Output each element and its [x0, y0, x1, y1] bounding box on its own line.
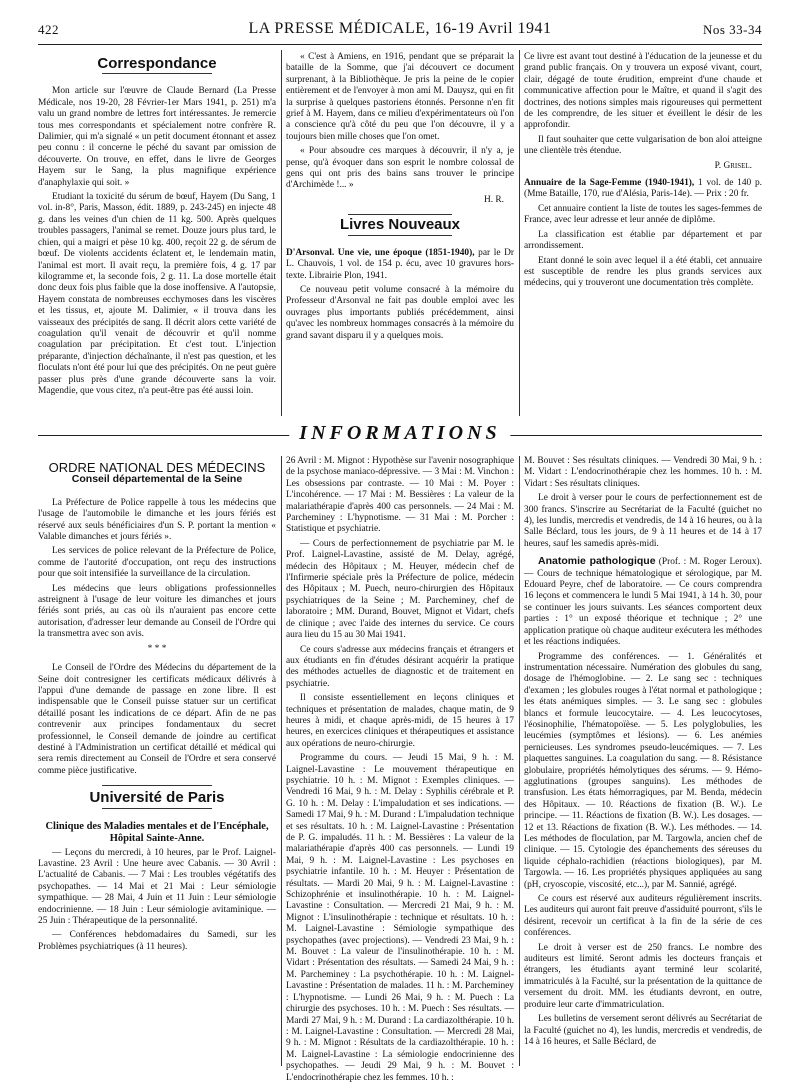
book2-review: Cet annuaire contient la liste de toutes les sages-femmes de France, avec leur adresse et leur année de diplôme.: [524, 203, 762, 226]
page-header: [38, 20, 762, 42]
informations-heading: INFORMATIONS: [289, 422, 510, 445]
book2-details: 1 vol. de 140 p. (Mme Bataille, 170, rue d'Alésia, Paris-14e). — Prix : 20 fr.: [524, 178, 762, 200]
cours-paragraph: Ce cours s'adresse aux médecins français et étrangers et aux étudiants en fin d'études désirant acquérir la pratique des méthodes actuelles de diagnostic et de traitement en psychiatrie.: [286, 644, 514, 689]
correspondance-paragraph: Etudiant la toxicité du sérum de bœuf, Hayem (Du Sang, 1 vol. in-8°, Paris, Masson, édit. 1889, p. 243-245) en injecte 48 g. dans les veines d'un chien de 11 kg. 500. Après quelques troubles passagers, l'animal se remet. Douze jours plus tard, le chien, qui a maigri et pèse 10 kg. 400, reçoit 22 g. de sérum de bœuf. De violents accidents éclatent et, le lendemain matin, l'animal est mort. Il avait reçu, la première fois, 4 g. 17 par kilogramme et, la seconde fois, 2 g. 11. La dose mortelle était donc deux fois plus faible que la dose inoffensive. A l'autopsie, Hayem constata de nombreuses ecchymoses dans les viscères et les tissus, et, ajoute M. Dalimier, « il trouva dans les vaisseaux des précipités de sang. Il décrit alors cette variété de coagulation qu'il venait de découvrir et qu'il nomme coagulation par précipitation. Et c'est tout. L'injection préparante, d'injection déchaînante, il n'est pas question, et les floculats n'ont été pour lui que des précipités. On ne peut guère passer plus près d'une grande découverte sans la voir. Magendie, que vous citez, n'a peut-être pas été aussi loin.: [38, 192, 276, 396]
book1-review-end: Il faut souhaiter que cette vulgarisation de bon aloi atteigne une clientèle très étendue.: [524, 134, 762, 157]
anapath-programme: Programme des conférences. — 1. Généralités et instrumentation nécessaire. Numération des globules du sang, dosage de l'hémoglobine. — 2. Le sang sec : techniques d'examen ; les globules rouges à l'état normal et pathologique ; les états anémiques simples. — 3. Le sang sec : globules blancs et formule leucocytaire. — 4. Les leucocytoses, l'éosinophilie, l'hématopoïèse. — 5. Les polyglobulies, les leucémies (symptômes et lésions). — 6. Les anémies pernicieuses. Les syndromes pseudo-leucémiques. — 7. Les plaquettes sanguines. La coagulation du sang. — 8. Résistance globulaire, propriétés hémolytiques des sérums. — 9. Hémo-agglutinations (groupes sanguins). Les méthodes de transfusion. Les états hémorragiques, par M. Benda, médecin des Hôpitaux. — 10. Réactions de fixation (B. W.). Le principe. — 11. Réactions de fixation (B. W.). Les dosages. — 12 et 13. Réactions de fixation (B. W.). Les méthodes. — 14. Les méthodes de floculation, par M. Targowla, ancien chef de clinique. — 15. Cytologie des épanchements des séreuses du liquide céphalo-rachidien (réactions biologiques), par M. Targowla. — 16. Les propriétés physiques appliquées au sang (pH, cryoscopie, viscosité, etc...), par M. Sannié, agrégé.: [524, 651, 762, 890]
livres-title: Livres Nouveaux: [339, 216, 461, 234]
programme-end: M. Bouvet : Ses résultats cliniques. — Vendredi 30 Mai, 9 h. : M. Vidart : L'endocrinothérapie chez les hommes. 10 h. : M. Vidart : Ses résultats cliniques.: [524, 456, 762, 489]
universite-title: Université de Paris: [89, 789, 225, 807]
ordre-paragraph: La Préfecture de Police rappelle à tous les médecins que l'usage de l'automobile le dimanche et les jours fériés est réservé aux seuls bénéficiaires d'un S. P. portant la mention « Valable dimanches et jours fériés ».: [38, 497, 276, 543]
book2-title: Annuaire de la Sage-Femme (1940-1941),: [524, 178, 695, 189]
inscription-paragraph: Le droit à verser pour le cours de perfectionnement est de 300 francs. S'inscrire au Secrétariat de la Faculté (guichet no 4), les lundis, mercredis et vendredis, de 14 à 16 heures, ou à la Salle Béclard, tous les jours, de 9 à 11 heures et de 14 à 17 heures, sauf les samedis après-midi.: [524, 493, 762, 549]
column-divider: [281, 50, 282, 416]
correspondance-title: Correspondance: [97, 55, 217, 72]
column-divider: [519, 50, 520, 416]
ordre-column: [38, 456, 276, 1068]
ordre-title: ORDRE NATIONAL DES MÉDECINS: [48, 460, 266, 475]
anapath-paragraph: Ce cours est réservé aux auditeurs régulièrement inscrits. Les auditeurs qui auront fait preuve d'assiduité pourront, s'ils le désirent, recevoir un certificat à la fin de la série de ces conférences.: [524, 894, 762, 939]
book2-review: La classification est établie par département et par arrondissement.: [524, 229, 762, 252]
programme-paragraph: Programme du cours. — Jeudi 15 Mai, 9 h. : M. Laignel-Lavastine : Le mouvement thérapeutique en psychiatrie. 10 h. : M. Mignot : Exemples cliniques. — Vendredi 16 Mai, 9 h. : M. Delay : Syphilis cérébrale et P. G. 10 h. : M. Delay : L'impaludation et ses indications. — Samedi 17 Mai, 9 h. : M. Durand : L'impaludation technique et ses résultats. 10 h. : M. Laignel-Lavastine : Présentation de P. G. impaludés. 11 h. : M. Bessières : La valeur de la malariathérapie d'après 400 cas personnels. — Lundi 19 Mai, 9 h. : M. Laignel-Lavastine : Les psychoses en psychiatrie infantile. 10 h. : M. Heuyer : Présentation de résultats. — Mardi 20 Mai, 9 h. : M. Laignel-Lavastine : Schizophrénie et insulinothérapie. 10 h. : M. Laignel-Lavastine : Consultation. — Mercredi 21 Mai, 9 h. : M. Mignot : L'insulinothérapie : technique et résultats. 10 h. : M. Laignel-Lavastine : Sémiologie sympathique des psychopathes (avec projections). — Vendredi 23 Mai, 9 h. : M. Bouvet : La valeur de l'insulinothérapie. 10 h. : M. Vidart : Présentation des résultats. — Samedi 24 Mai, 9 h. : M. Parcheminey : La psychothérapie. 10 h. : M. Laignel-Lavastine : Présentation de malades. 11 h. : M. Parcheminey : L'hypnotisme. — Lundi 26 Mai, 9 h. : M. Puech : La chirurgie des psychoses. 10 h. : M. Puech : Ses résultats. — Mardi 27 Mai, 9 h. : M. Durand : La cardiazolthérapie. 10 h. : M. Laignel-Lavastine : Consultation. — Mercredi 28 Mai, 9 h. : M. Mignot : Résultats de la cardiazolthérapie. 10 h. : M. Laignel-Lavastine : La sémiologie endocrinienne des psychopathes. — Jeudi 29 Mai, 9 h. : M. Bouvet : L'endocrinothérapie chez les femmes. 10 h. :: [286, 753, 514, 1083]
cours-paragraph: — Cours de perfectionnement de psychiatrie par M. le Prof. Laignel-Lavastine, assisté de M. Delay, agrégé, médecin des Hôpitaux ; M. Heuyer, médecin chef de l'Infirmerie spéciale près la Préfecture de police, médecin des Hôpitaux ; M. Puech, neuro-chirurgien des Hôpitaux psychiatriques de la Seine ; M. Parcheminey, chef de laboratoire ; MM. Durand, Bouvet, Mignot et Vidart, chefs de clinique ; avec l'aide des internes du service. Ce cours aura lieu du 15 au 30 Mai 1941.: [286, 538, 514, 641]
ordre-paragraph: Les services de police relevant de la Préfecture de Police, comme de l'autorité d'occupation, ont reçu des instructions pour que soit intensifiée la surveillance de la circulation.: [38, 546, 276, 580]
clinique-title: Clinique des Maladies mentales et de l'Encéphale, Hôpital Sainte-Anne.: [45, 820, 269, 844]
anapath-title: Anatomie pathologique: [538, 555, 656, 568]
title-underline: [102, 808, 211, 809]
correspondance-column-2: [286, 52, 514, 420]
ordre-paragraph: Le Conseil de l'Ordre des Médecins du département de la Seine doit contresigner les certificats médicaux délivrés à l'appui d'une demande de passage en zone libre. Il est indispensable que le Conseil puisse statuer sur un certificat détaillé posant les indications de ce départ. Afin de ne pas contrevenir aux principes fondamentaux du secret professionnel, le Conseil demande de joindre au certificat destiné à l'Administration un certificat détaillé et médical qui sera remis directement au Conseil de l'Ordre et sera conservé comme pièce justificative.: [38, 663, 276, 776]
anapath-intro: (Prof. : M. Roger Leroux). — Cours de technique hématologique et sérologique, par M. Edouard Peyre, chef de laboratoire. — Ce cours comprendra 16 leçons et commencera le lundi 5 Mai 1941, à 14 h. 30, pour se continuer les jours suivants. Les séances comportent deux parties : 1° un exposé théorique et technique ; 2° une application pratique où chaque auditeur exécutera les méthodes et les réactions indiquées.: [524, 557, 762, 648]
anapath-paragraph: Le droit à verser est de 250 francs. Le nombre des auditeurs est limité. Seront admis les docteurs français et étrangers, les étudiants ayant terminé leur scolarité, immatriculés à la Faculté, sur la présentation de la quittance de versement du droit. MM. les étudiants devront, en outre, produire leur carte d'immatriculation.: [524, 942, 762, 1010]
page-number: 422: [38, 22, 59, 37]
anapath-column: [524, 456, 762, 1068]
correspondance-paragraph: « Pour absoudre ces marques à découvrir, il n'y a, je pense, qu'à évoquer dans son esprit le nombre colossal de gens qui ont pris des bains sans trouver le principe d'Archimède !... »: [286, 146, 514, 191]
clinique-lessons: — Leçons du mercredi, à 10 heures, par le Prof. Laignel-Lavastine. 23 Avril : Une heure avec Cabanis. — 30 Avril : L'actualité de Cabanis. — 7 Mai : Les troubles végétatifs des psychopathes. — 14 Mai et 21 Mai : Leur sémiologie sympathique. — 28 Mai, 4 Juin et 11 Juin : Leur sémiologie endocrinienne. — 18 Juin : Leur sémiologie avitaminique. — 25 Juin : Thérapeutique de la personnalité.: [38, 847, 276, 926]
title-underline: [102, 73, 211, 74]
column-divider: [281, 456, 282, 1066]
book1-signature: P. Grisel.: [714, 160, 752, 171]
cours-paragraph: Il consiste essentiellement en leçons cliniques et techniques et présentation de malades, chaque matin, de 9 heures à midi, et chaque après-midi, de 15 heures à 17 heures, en exercices cliniques et thérapeutiques et assistance aux opérations de neuro-chirurgie.: [286, 693, 514, 749]
separator-stars: * * *: [147, 643, 167, 654]
column-divider: [519, 456, 520, 1066]
journal-title: LA PRESSE MÉDICALE, 16-19 Avril 1941: [248, 20, 552, 37]
informations-banner: [38, 422, 762, 450]
section-separator: [102, 785, 211, 786]
section-separator: [348, 214, 453, 215]
psychiatrie-column: [286, 456, 514, 1083]
livres-column: [524, 52, 762, 420]
book1-review-cont: Ce livre est avant tout destiné à l'éducation de la jeunesse et du grand public français. On y trouvera un exposé vivant, court, clair, dégagé de toute érudition, empreint d'une chaude et communicative affection pour le Maître, et quand il s'agit des doctrines, des notions simples mais rigoureuses qui permettent de les comprendre, de les situer et éveillent le désir de les approfondir.: [524, 52, 762, 131]
issue-number: Nos 33-34: [702, 22, 762, 37]
book1-title: D'Arsonval. Une vie, une époque (1851-1940),: [286, 247, 475, 258]
correspondance-signature: H. R.: [483, 194, 504, 205]
conference-schedule: 26 Avril : M. Mignot : Hypothèse sur l'avenir nosographique de la psychose maniaco-dépressive. — 3 Mai : M. Vinchon : Les obsessions par contraste. — 10 Mai : M. Poyer : L'incohérence. — 17 Mai : M. Bessières : La valeur de la malariathérapie d'après 400 cas personnels. — 24 Mai : M. Parcheminey : L'hypnotisme. — 31 Mai : M. Porcher : Statistique et psychiatrie.: [286, 456, 514, 535]
book1-review: Ce nouveau petit volume consacré à la mémoire du Professeur d'Arsonval ne fait pas double emploi avec les ouvrages plus importants publiés précédemment, ainsi qu'avec les nombreux hommages consacrés à la mémoire du grand savant disparu il y a quelques mois.: [286, 284, 514, 341]
title-underline: [348, 235, 453, 236]
header-rule: [38, 44, 762, 45]
conseil-subtitle: Conseil départemental de la Seine: [71, 473, 243, 486]
correspondance-paragraph: Mon article sur l'œuvre de Claude Bernard (La Presse Médicale, nos 19-20, 28 Février-1er Mars 1941, p. 251) m'a valu un grand nombre de lettres fort intéressantes. Je remercie tous mes correspondants et spécialement notre confrère R. Dalimier, qui m'a signalé « un petit document étonnant et assez peu connu : il concerne le péché du savant par omission de découverte. On trouve, en effet, dans le livre de Georges Hayem sur le Sang, la plus magnifique expérience d'anaphylaxie qui soit. »: [38, 86, 276, 188]
clinique-conferences: — Conférences hebdomadaires du Samedi, sur les Problèmes psychiatriques (à 11 heures).: [38, 930, 276, 952]
anapath-paragraph: Les bulletins de versement seront délivrés au Secrétariat de la Faculté (guichet no 4), les lundis, mercredis et vendredis, de 14 à 16 heures, et Salle Béclard, de: [524, 1014, 762, 1047]
correspondance-paragraph: « C'est à Amiens, en 1916, pendant que se préparait la bataille de la Somme, que j'ai découvert ce document surprenant, à la Bibliothèque. Je pris la peine de le copier entièrement et de l'envoyer à mon ami M. Dauysz, qui en fit la surprise à quelques pastoriens étonnés. Personne n'en fit grief à M. Hayem, dans ce milieu d'expérimentateurs où l'on a conscience qu'à côté du peu que l'on découvre, il y a toujours bien mille choses que l'on omet.: [286, 52, 514, 142]
ordre-paragraph: Les médecins que leurs obligations professionnelles astreignent à l'usage de leur voiture les dimanches et jours fériés sont priés, au cas où ils n'auraient pas encore cette autorisation, d'adresser leur demande au Conseil de l'Ordre qui la transmettra avec son avis.: [38, 583, 276, 640]
correspondance-column-1: [38, 55, 276, 420]
book1-details: par le Dr L. Chauvois, 1 vol. de 154 p. écu, avec 10 gravures hors-texte. Librairie Plon, 1941.: [286, 247, 514, 281]
book2-review: Etant donné le soin avec lequel il a été établi, cet annuaire est susceptible de rendre les plus grands services aux médecins, qui y trouveront une documentation très complète.: [524, 255, 762, 289]
